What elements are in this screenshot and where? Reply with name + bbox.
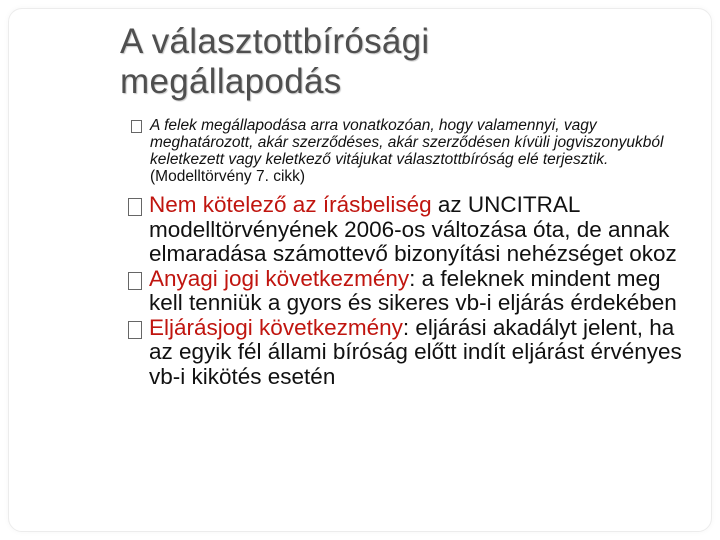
bullet-text-3 xyxy=(149,316,698,390)
title-line-2: megállapodás xyxy=(120,62,342,101)
bullet-item-3 xyxy=(128,316,698,390)
bullet-rest-1: az UNCITRAL modelltörvényének 2006-os változása óta, de annak elmaradása számottevő bizonyítási nehézséget okoz xyxy=(149,192,677,266)
slide-title xyxy=(120,22,680,102)
slide-content xyxy=(128,117,698,389)
square-bullet-icon xyxy=(128,198,142,216)
bullet-highlight-3: Eljárásjogi következmény xyxy=(149,314,403,340)
title-line-1: A választottbírósági xyxy=(120,22,430,61)
square-bullet-icon xyxy=(128,272,142,290)
bullet-rest-3: : eljárási akadályt jelent, ha az egyik fél állami bíróság előtt indít eljárást érvényes vb-i kikötés esetén xyxy=(149,314,682,389)
bullet-item-1 xyxy=(128,193,698,267)
bullet-highlight-2: Anyagi jogi következmény xyxy=(149,265,410,291)
bullet-text-1 xyxy=(149,193,698,267)
bullet-rest-2: : a feleknek mindent meg kell tenniük a gyors és sikeres vb-i eljárás érdekében xyxy=(149,265,677,315)
bullet-highlight-1: Nem kötelező az írásbeliség xyxy=(149,192,432,217)
intro-reference: (Modelltörvény 7. cikk) xyxy=(150,168,306,185)
square-bullet-icon xyxy=(128,321,142,339)
intro-bullet xyxy=(128,117,698,185)
intro-definition: A felek megállapodása arra vonatkozóan, hogy valamennyi, vagy meghatározott, akár szerződéses, akár szerződésen kívüli jogviszonyukból keletkezett vagy keletkező vitájukat választottbíróság elé terjesztik. xyxy=(150,117,664,168)
bullet-text-2 xyxy=(149,267,698,316)
intro-text xyxy=(150,117,698,185)
square-bullet-icon xyxy=(131,120,142,133)
bullet-item-2 xyxy=(128,267,698,316)
